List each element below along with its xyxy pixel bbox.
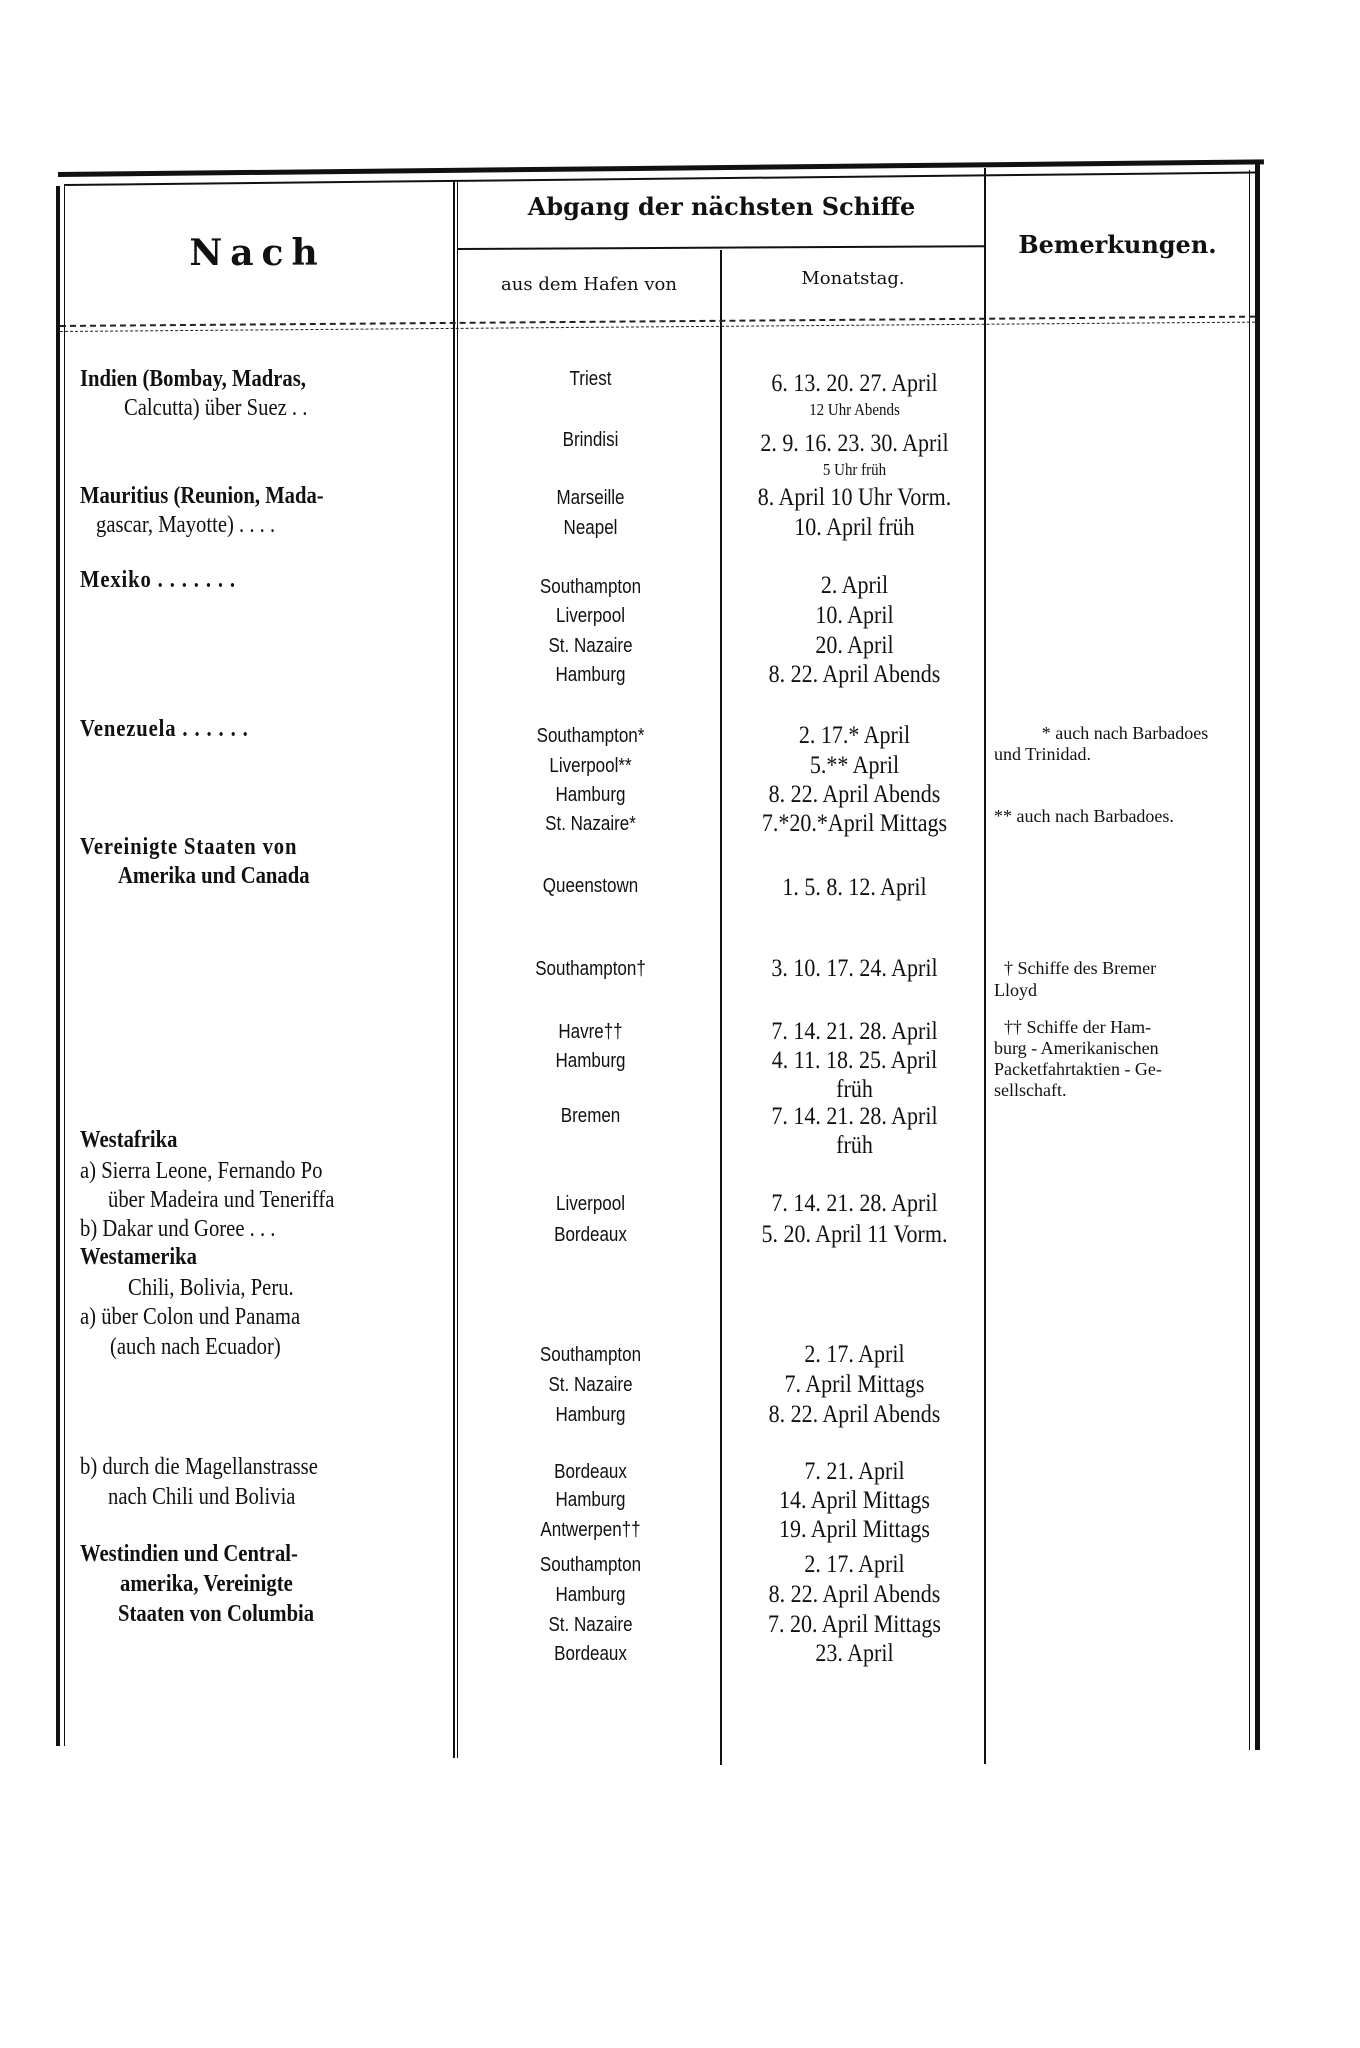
departure-note: früh [836, 1076, 873, 1103]
departure-date: 7. 14. 21. 28. April [771, 1018, 938, 1045]
departure-date: 7. 21. April [804, 1458, 905, 1485]
departure-port: Queenstown [542, 875, 639, 897]
col-divider-1 [453, 180, 455, 1758]
departure-port: Brindisi [562, 429, 619, 451]
departure-port: Liverpool [555, 605, 625, 627]
destination-line: b) durch die Magellanstrasse [80, 1454, 318, 1480]
departure-port: Antwerpen†† [540, 1519, 641, 1541]
remark-line: Lloyd [994, 980, 1037, 1000]
col-divider-1b [457, 180, 458, 1758]
header-date: Monatstag. [801, 268, 905, 289]
departure-date: 7. 14. 21. 28. April [771, 1103, 938, 1130]
departure-port: Hamburg [555, 1489, 626, 1511]
departure-port: Bremen [560, 1105, 621, 1127]
right-border [1255, 160, 1260, 1750]
departure-date: 7.*20.*April Mittags [761, 810, 948, 837]
departure-port: St. Nazaire [548, 635, 633, 657]
destination-line: Venezuela . . . . . . [80, 716, 249, 742]
departure-port: Havre†† [558, 1021, 623, 1043]
col-divider-3 [984, 168, 986, 1764]
remark-line: ** auch nach Barbadoes. [994, 806, 1174, 826]
departure-note: 12 Uhr Abends [809, 400, 900, 419]
departure-date: 5. 20. April 11 Vorm. [761, 1221, 948, 1248]
destination-line: Calcutta) über Suez . . [124, 395, 308, 421]
departure-port: Hamburg [555, 1584, 626, 1606]
remark-line: † Schiffe des Bremer [1004, 958, 1157, 978]
departure-date: 23. April [815, 1640, 894, 1667]
remark-line: sellschaft. [994, 1080, 1067, 1100]
departure-port: Liverpool [555, 1193, 625, 1215]
remark-line: und Trinidad. [994, 744, 1092, 764]
departure-port: Southampton† [535, 958, 646, 980]
departure-date: 7. April Mittags [784, 1371, 925, 1398]
departure-date: 19. April Mittags [779, 1516, 930, 1543]
destination-line: (auch nach Ecuador) [110, 1334, 281, 1360]
departure-port: Southampton [539, 1344, 642, 1366]
departure-port: Southampton [539, 576, 642, 598]
destination-line: Mexiko . . . . . . . [80, 567, 236, 593]
departure-date: 8. 22. April Abends [768, 781, 941, 808]
departure-date: 8. 22. April Abends [768, 1581, 941, 1608]
departure-port: Bordeaux [554, 1224, 627, 1246]
departure-date: 20. April [815, 632, 894, 659]
header-port: aus dem Hafen von [501, 274, 677, 295]
departure-date: 10. April [815, 602, 894, 629]
departure-date: 3. 10. 17. 24. April [771, 955, 938, 982]
destination-line: a) über Colon und Panama [80, 1304, 301, 1330]
departure-port: Marseille [556, 487, 625, 509]
destination-line: gascar, Mayotte) . . . . [96, 512, 276, 538]
destination-line: über Madeira und Teneriffa [108, 1187, 335, 1213]
header-remarks: Bemerkungen. [1018, 230, 1217, 259]
departure-port: St. Nazaire [548, 1614, 633, 1636]
destination-line: Westamerika [80, 1244, 197, 1270]
destination-line: Westafrika [80, 1127, 178, 1153]
departure-port: St. Nazaire* [545, 813, 636, 835]
header-departure-group: Abgang der nächsten Schiffe [527, 192, 916, 221]
destination-line: Indien (Bombay, Madras, [80, 366, 306, 392]
remark-line: †† Schiffe der Ham- [1004, 1017, 1152, 1037]
destination-line: a) Sierra Leone, Fernando Po [80, 1158, 323, 1184]
destination-line: nach Chili und Bolivia [108, 1484, 296, 1510]
departure-date: 8. 22. April Abends [768, 1401, 941, 1428]
destination-line: Mauritius (Reunion, Mada- [80, 483, 324, 509]
header-separator [60, 316, 1255, 327]
departure-note: früh [836, 1132, 873, 1159]
departure-date: 14. April Mittags [779, 1487, 930, 1514]
departure-note: 5 Uhr früh [822, 460, 887, 479]
departure-date: 2. 17. April [804, 1341, 905, 1368]
destination-line: Staaten von Columbia [118, 1601, 315, 1627]
header-destination: Nach [189, 232, 326, 274]
departure-port: Hamburg [555, 784, 626, 806]
destination-line: Chili, Bolivia, Peru. [128, 1275, 294, 1301]
destination-line: Amerika und Canada [118, 863, 310, 889]
departure-port: Neapel [563, 517, 618, 539]
departure-date: 7. 20. April Mittags [768, 1611, 941, 1638]
remark-line: * auch nach Barbadoes [1041, 723, 1209, 743]
departure-date: 7. 14. 21. 28. April [771, 1190, 938, 1217]
left-border [56, 186, 60, 1746]
departure-date: 2. 9. 16. 23. 30. April [760, 430, 949, 457]
destination-line: amerika, Vereinigte [120, 1571, 293, 1597]
departure-date: 5.** April [809, 752, 900, 779]
departure-port: Bordeaux [554, 1461, 627, 1483]
departure-port: Hamburg [555, 1050, 626, 1072]
departure-date: 6. 13. 20. 27. April [771, 370, 938, 397]
departure-date: 2. April [820, 572, 889, 599]
departure-date: 8. April 10 Uhr Vorm. [757, 484, 952, 511]
departure-date: 8. 22. April Abends [768, 661, 941, 688]
remark-line: Packetfahrtaktien - Ge- [994, 1059, 1162, 1079]
departure-date: 4. 11. 18. 25. April [771, 1047, 938, 1074]
departure-port: St. Nazaire [548, 1374, 633, 1396]
destination-line: Westindien und Central- [80, 1541, 298, 1567]
left-border-inner [64, 186, 65, 1746]
departure-port: Southampton [539, 1554, 642, 1576]
departure-port: Bordeaux [554, 1643, 627, 1665]
departure-date: 1. 5. 8. 12. April [782, 874, 927, 901]
departure-port: Hamburg [555, 1404, 626, 1426]
departure-date: 2. 17.* April [798, 722, 911, 749]
col-divider-2 [720, 250, 722, 1765]
destination-line: b) Dakar und Goree . . . [80, 1216, 276, 1242]
departure-port: Liverpool** [549, 755, 632, 777]
departure-port: Triest [569, 368, 612, 390]
destination-line: Vereinigte Staaten von [80, 834, 298, 860]
departure-date: 2. 17. April [804, 1551, 905, 1578]
remark-line: burg - Amerikanischen [994, 1038, 1159, 1058]
departure-port: Hamburg [555, 664, 626, 686]
departure-port: Southampton* [536, 725, 645, 747]
departure-date: 10. April früh [794, 514, 915, 541]
